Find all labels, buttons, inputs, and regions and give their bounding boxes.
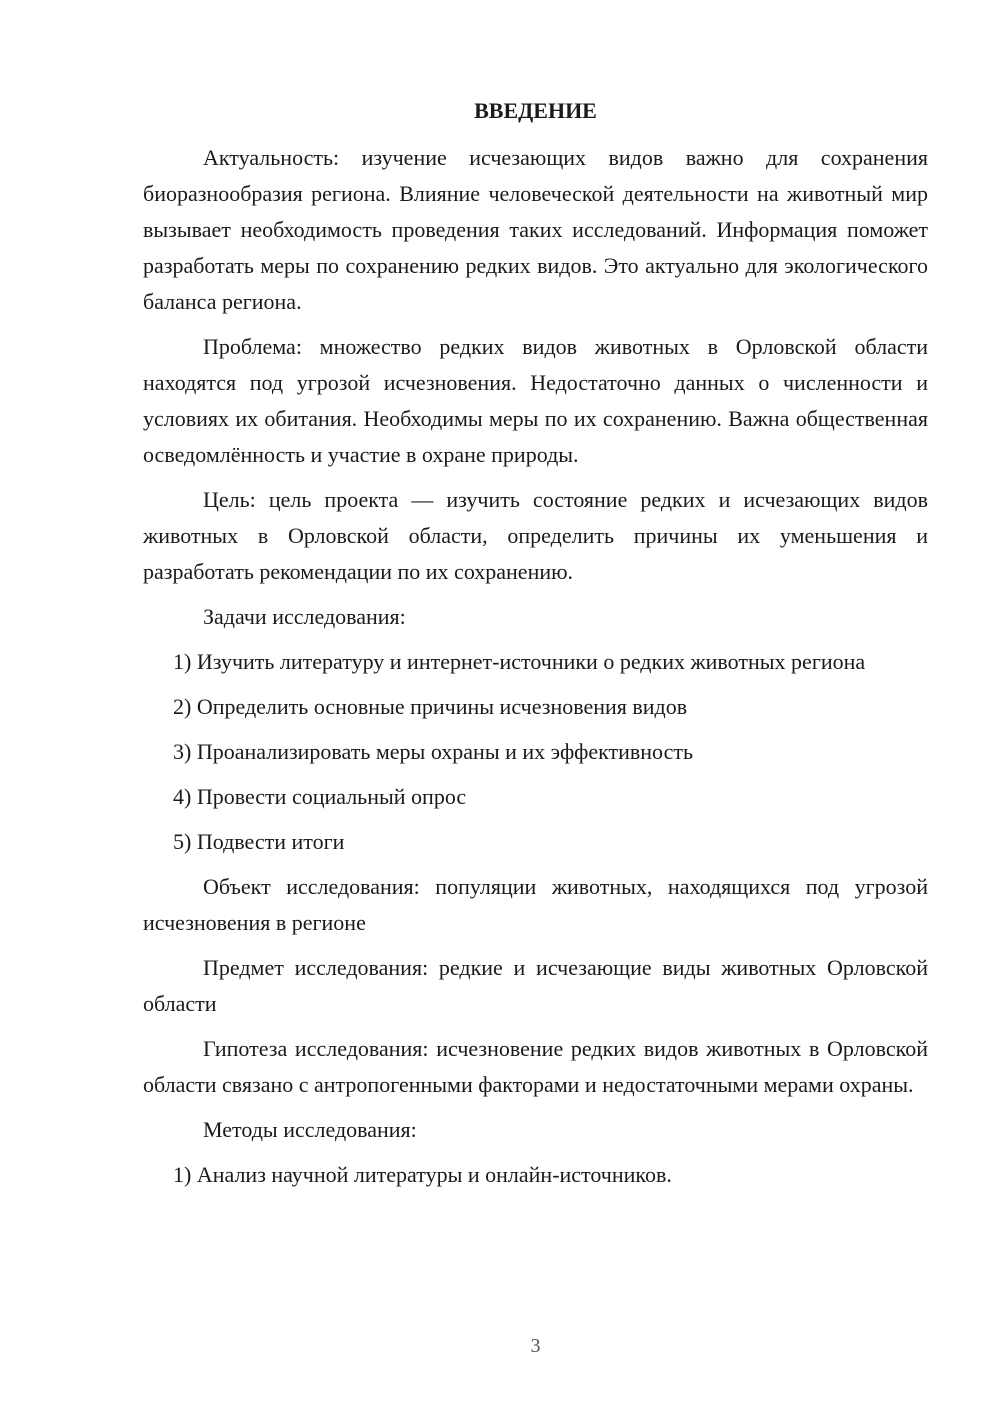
paragraph-hypothesis: Гипотеза исследования: исчезновение редких видов животных в Орловской области связано с антропогенными факторами и недостаточными мерами охраны. xyxy=(143,1036,928,1097)
tasks-heading: Задачи исследования: xyxy=(203,604,406,629)
paragraph-object: Объект исследования: популяции животных, находящихся под угрозой исчезновения в регионе xyxy=(143,874,928,935)
document-page xyxy=(143,0,928,1414)
paragraph-relevance: Актуальность: изучение исчезающих видов важно для сохранения биоразнообразия региона. Влияние человеческой деятельности на животный мир вызывает необходимость проведения таких исследований. Информация поможет разработать меры по сохранению редких видов. Это актуально для экологического баланса региона. xyxy=(143,145,928,314)
task-item: 2) Определить основные причины исчезновения видов xyxy=(173,694,688,719)
paragraph-subject: Предмет исследования: редкие и исчезающие виды животных Орловской области xyxy=(143,955,928,1016)
page-title: ВВЕДЕНИЕ xyxy=(474,98,597,123)
paragraph-goal: Цель: цель проекта — изучить состояние редких и исчезающих видов животных в Орловской области, определить причины их уменьшения и разработать рекомендации по их сохранению. xyxy=(143,487,928,584)
task-item: 3) Проанализировать меры охраны и их эффективность xyxy=(173,739,694,764)
method-item: 1) Анализ научной литературы и онлайн-источников. xyxy=(173,1162,672,1187)
paragraph-problem: Проблема: множество редких видов животных в Орловской области находятся под угрозой исчезновения. Недостаточно данных о численности и условиях их обитания. Необходимы меры по их сохранению. Важна общественная осведомлённость и участие в охране природы. xyxy=(143,334,928,467)
page-number: 3 xyxy=(530,1335,541,1357)
task-item: 4) Провести социальный опрос xyxy=(173,784,467,809)
methods-heading: Методы исследования: xyxy=(203,1117,417,1142)
document-body xyxy=(143,140,928,1202)
task-item: 1) Изучить литературу и интернет-источники о редких животных региона xyxy=(173,649,866,674)
task-item: 5) Подвести итоги xyxy=(173,829,345,854)
